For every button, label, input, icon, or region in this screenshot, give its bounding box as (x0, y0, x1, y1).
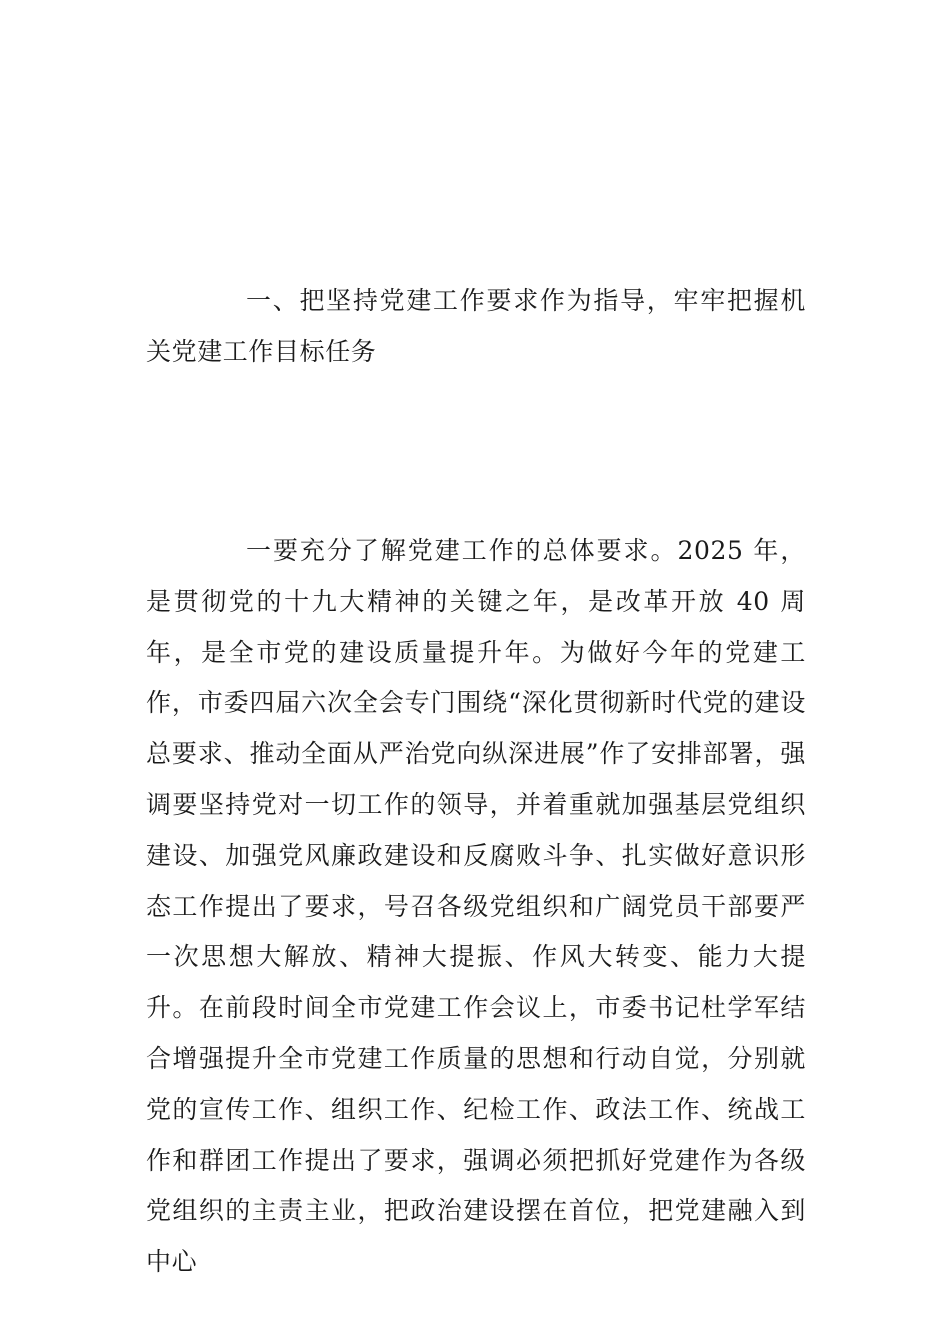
body-paragraph: 一要充分了解党建工作的总体要求。2025 年，是贯彻党的十九大精神的关键之年，是改革开放 40 周年，是全市党的建设质量提升年。为做好今年的党建工作，市委四届六次全会专门围绕“深化贯彻新时代党的建设总要求、推动全面从严治党向纵深进展”作了安排部署，强调要坚持党对一切工作的领导，并着重就加强基层党组织建设、加强党风廉政建设和反腐败斗争、扎实做好意识形态工作提出了要求，号召各级党组织和广阔党员干部要严一次思想大解放、精神大提振、作风大转变、能力大提升。在前段时间全市党建工作会议上，市委书记杜学军结合增强提升全市党建工作质量的思想和行动自觉，分别就党的宣传工作、组织工作、纪检工作、政法工作、统战工作和群团工作提出了要求，强调必须把抓好党建作为各级党组织的主责主业，把政治建设摆在首位，把党建融入到中心 (146, 536, 806, 1277)
section-heading: 一、把坚持党建工作要求作为指导，牢牢把握机关党建工作目标任务 (146, 286, 806, 366)
